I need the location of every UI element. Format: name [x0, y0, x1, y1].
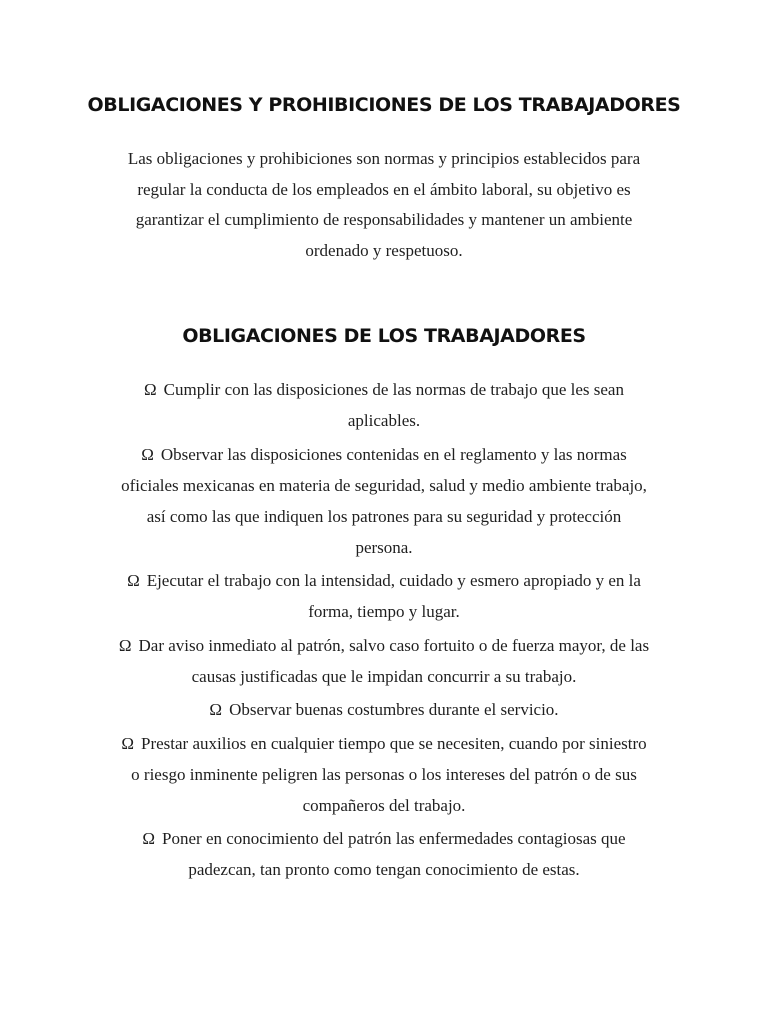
- list-item-text: Poner en conocimiento del patrón las enfermedades contagiosas que padezcan, tan pronto como tengan conocimiento de estas.: [162, 829, 626, 879]
- list-item-text: Observar las disposiciones contenidas en el reglamento y las normas oficiales mexicanas en materia de seguridad, salud y medio ambiente trabajo, así como las que indiquen los patrones para su seguridad y protección persona.: [121, 444, 647, 557]
- omega-bullet-icon: Ω: [141, 444, 154, 464]
- list-item-text: Cumplir con las disposiciones de las normas de trabajo que les sean aplicables.: [163, 380, 624, 430]
- list-item: [118, 630, 650, 692]
- document-title: OBLIGACIONES Y PROHIBICIONES DE LOS TRABAJADORES: [87, 94, 681, 116]
- list-item: [118, 565, 650, 627]
- obligations-list: [118, 374, 650, 888]
- omega-bullet-icon: Ω: [144, 380, 157, 399]
- omega-bullet-icon: Ω: [121, 733, 135, 753]
- omega-bullet-icon: Ω: [142, 829, 156, 848]
- omega-bullet-icon: Ω: [209, 700, 223, 719]
- list-item: [118, 374, 650, 436]
- list-item-text: Prestar auxilios en cualquier tiempo que se necesiten, cuando por siniestro o riesgo inminente peligren las personas o los intereses del patrón o de sus compañeros del trabajo.: [131, 733, 647, 815]
- list-item-text: Dar aviso inmediato al patrón, salvo caso fortuito o de fuerza mayor, de las causas justificadas que le impidan concurrir a su trabajo.: [138, 635, 650, 686]
- section-title: OBLIGACIONES DE LOS TRABAJADORES: [182, 325, 586, 347]
- omega-bullet-icon: Ω: [118, 635, 132, 655]
- list-item: [118, 823, 650, 885]
- list-item: [118, 439, 650, 563]
- list-item-text: Observar buenas costumbres durante el servicio.: [229, 700, 559, 719]
- list-item: [118, 728, 650, 821]
- intro-paragraph: Las obligaciones y prohibiciones son normas y principios establecidos para regular la conducta de los empleados en el ámbito laboral, su objetivo es garantizar el cumplimiento de responsabilidades y mantener un ambiente ordenado y respetuoso.: [127, 149, 641, 260]
- omega-bullet-icon: Ω: [127, 571, 140, 590]
- list-item: [118, 694, 650, 725]
- list-item-text: Ejecutar el trabajo con la intensidad, cuidado y esmero apropiado y en la forma, tiempo y lugar.: [146, 571, 641, 621]
